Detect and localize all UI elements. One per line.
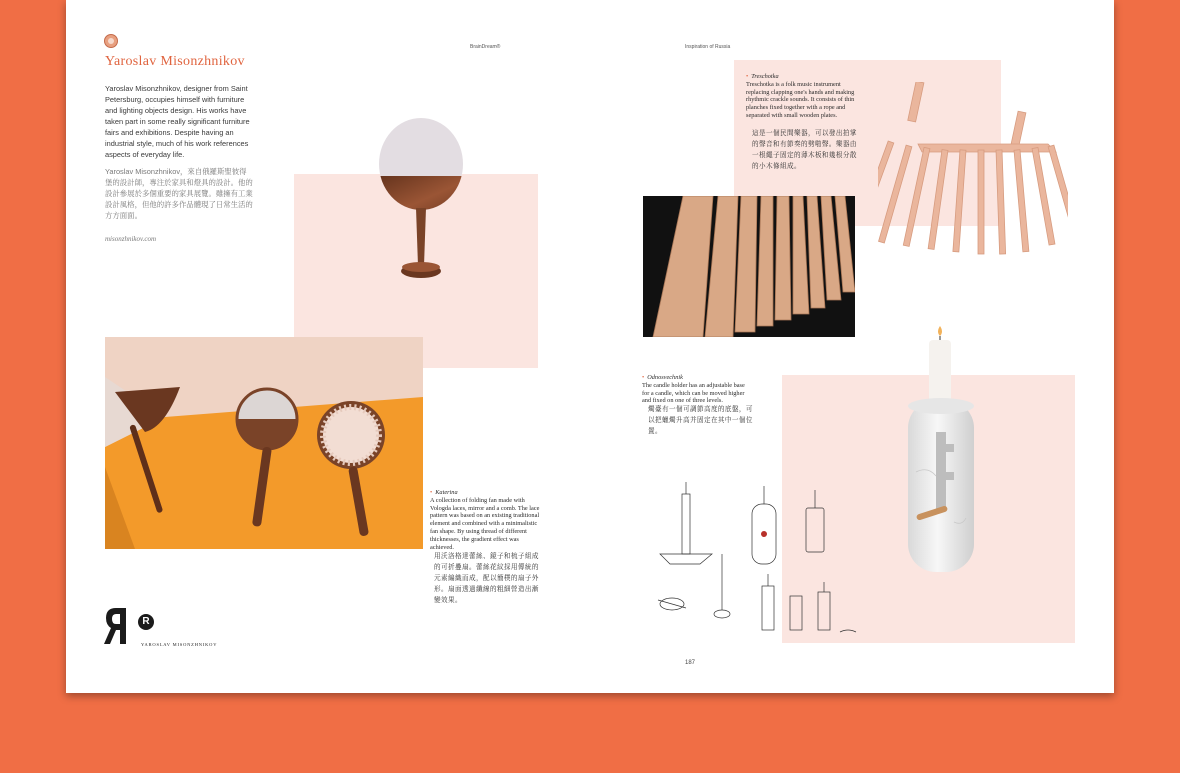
treschotka-title: Treschotka bbox=[751, 73, 779, 80]
treschotka-text-en: Treschotka is a folk music instrument replacing clapping one's hands and making rhythmic crackle sounds. It consists of thin planches fixed together with a rope and separated with small wooden plates. bbox=[746, 80, 855, 119]
odnosvechnik-text-en: The candle holder has an adjustable base for a candle, which can be moved higher and fixed on one of three levels. bbox=[642, 381, 745, 405]
intro-english: Yaroslav Misonzhnikov, designer from Saint Petersburg, occupies himself with furniture and lighting objects design. His works have taken part in some really significant furniture fairs and exhibitions. Despite having an industrial style, much of his work references aspects of everyday life. bbox=[105, 84, 250, 159]
designer-logo-icon bbox=[104, 604, 138, 648]
wooden-planks-photo bbox=[643, 196, 855, 337]
bullet-icon: • bbox=[642, 374, 645, 381]
odnosvechnik-title: Odnosvechnik bbox=[647, 374, 683, 381]
katerina-text-cn: 用沃洛格達蕾絲、鏡子和梳子組成的可折疊扇。蕾絲花紋採用傳統的元素編織而成，配以簡樸的扇子外形。扇面透過纖線的粗細營造出漸變效果。 bbox=[434, 553, 539, 604]
designer-name: Yaroslav Misonzhnikov bbox=[105, 54, 245, 69]
treschotka-instrument-photo bbox=[878, 82, 1068, 258]
candle-holder-sketches bbox=[650, 482, 870, 642]
odnosvechnik-caption bbox=[642, 374, 752, 405]
bullet-icon: • bbox=[430, 489, 433, 496]
standing-mirror-photo bbox=[366, 116, 476, 286]
emblem-icon bbox=[104, 34, 118, 48]
bullet-icon: • bbox=[746, 73, 749, 80]
intro-chinese: Yaroslav Misonzhnikov，來自俄羅斯聖彼得堡的設計師，專注於家具和燈具的設計。他的設計參展於多個重要的家具展覽。雖擁有工業設計風格，但他的許多作品體現了日常生活的方方面面。 bbox=[105, 167, 253, 220]
logo-r-badge: R bbox=[138, 614, 154, 630]
running-head-left: BrainDream® bbox=[470, 44, 501, 50]
katerina-collection-photo bbox=[105, 337, 423, 549]
treschotka-caption bbox=[746, 73, 858, 120]
page-number: 187 bbox=[685, 660, 696, 666]
odnosvechnik-text-cn: 燭臺有一個可調節高度的底盤，可以把蠟燭升高并固定在其中一個位置。 bbox=[648, 406, 753, 435]
katerina-title: Katerina bbox=[435, 489, 458, 496]
treschotka-text-cn: 這是一個民間樂器，可以發出拍掌的聲音和有節奏的劈啪聲。樂器由一根繩子固定的薄木板和幾根分散的小木條組成。 bbox=[752, 130, 857, 170]
logo-designer-name: YAROSLAV MISONZHNIKOV bbox=[141, 642, 218, 647]
katerina-caption bbox=[430, 489, 540, 551]
katerina-text-en: A collection of folding fan made with Vologda laces, mirror and a comb. The lace pattern was based on an existing traditional element and combined with a minimalistic fan shape. By using thread of different thicknesses, the gradient effect was achieved. bbox=[430, 496, 540, 551]
running-head-right: Inspiration of Russia bbox=[685, 44, 731, 50]
magazine-spread bbox=[66, 0, 1114, 693]
marble-candle-holder-photo bbox=[896, 322, 986, 582]
designer-website: misonzhnikov.com bbox=[105, 235, 156, 243]
